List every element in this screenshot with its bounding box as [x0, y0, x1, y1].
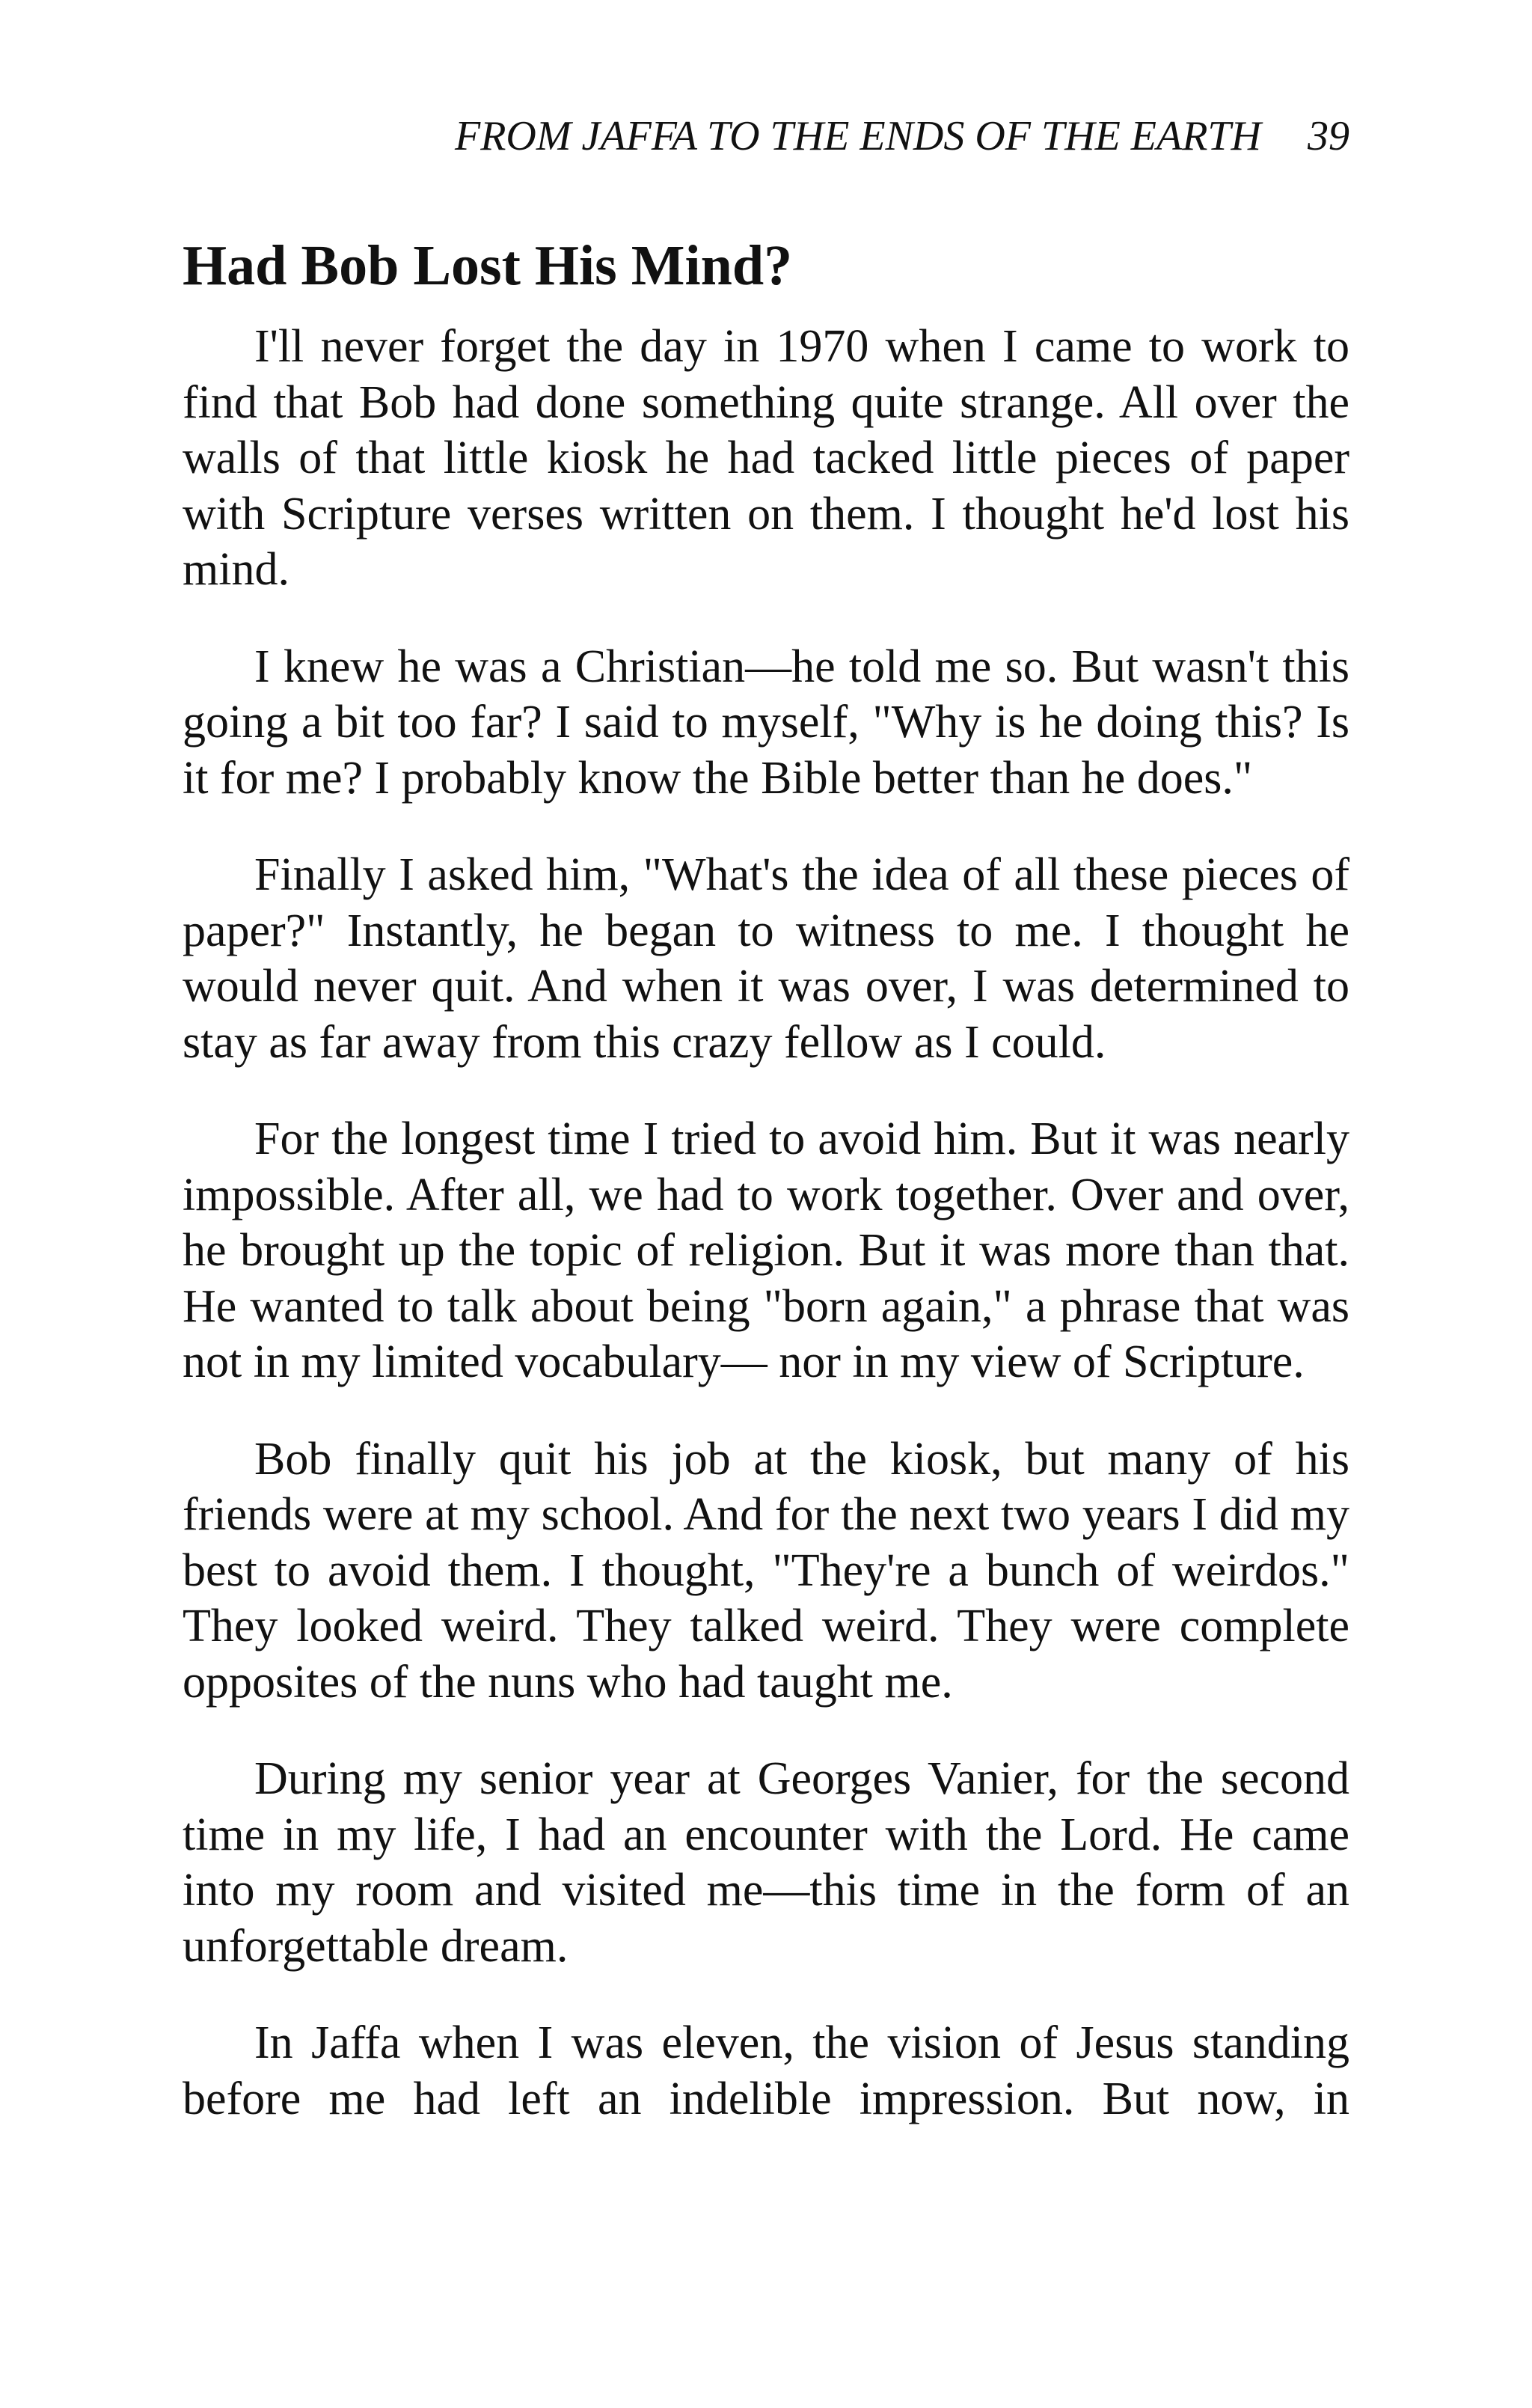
body-paragraph: Bob finally quit his job at the kiosk, but many of his friends were at my school. And for the next two years I did my best to avoid them. I thought, "They're a bunch of weirdos." They looked weird. They talked weird. They were complete opposites of the nuns who had taught me. — [183, 1433, 1349, 1708]
body-paragraph: I'll never forget the day in 1970 when I came to work to find that Bob had done something quite strange. All over the walls of that little kiosk he had tacked little pieces of paper with Scripture verses written on them. I thought he'd lost his mind. — [183, 321, 1349, 595]
running-header — [183, 112, 1349, 160]
body-paragraph: Finally I asked him, "What's the idea of all these pieces of paper?" Instantly, he began to witness to me. I thought he would never quit. And when it was over, I was determined to stay as far away from this crazy fellow as I could. — [183, 849, 1349, 1068]
running-title: FROM JAFFA TO THE ENDS OF THE EARTH — [455, 113, 1261, 159]
body-paragraph: For the longest time I tried to avoid him. But it was nearly impossible. After all, we had to work together. Over and over, he brought up the topic of religion. But it was more than that. He wanted to talk about being "born again," a phrase that was not in my limited vocabulary— nor in my view of Scripture. — [183, 1113, 1349, 1387]
page-number: 39 — [1308, 113, 1349, 159]
body-paragraph: I knew he was a Christian—he told me so. But wasn't this going a bit too far? I said to myself, "Why is he doing this? Is it for me? I probably know the Bible better than he does." — [183, 641, 1349, 804]
body-paragraph: During my senior year at Georges Vanier, for the second time in my life, I had an encounter with the Lord. He came into my room and visited me—this time in the form of an unforgettable dream. — [183, 1753, 1349, 1972]
body-paragraph: In Jaffa when I was eleven, the vision of Jesus standing before me had left an indelible impression. But now, in — [183, 2017, 1349, 2124]
section-heading: Had Bob Lost His Mind? — [183, 234, 793, 297]
page-content — [183, 232, 1349, 2168]
